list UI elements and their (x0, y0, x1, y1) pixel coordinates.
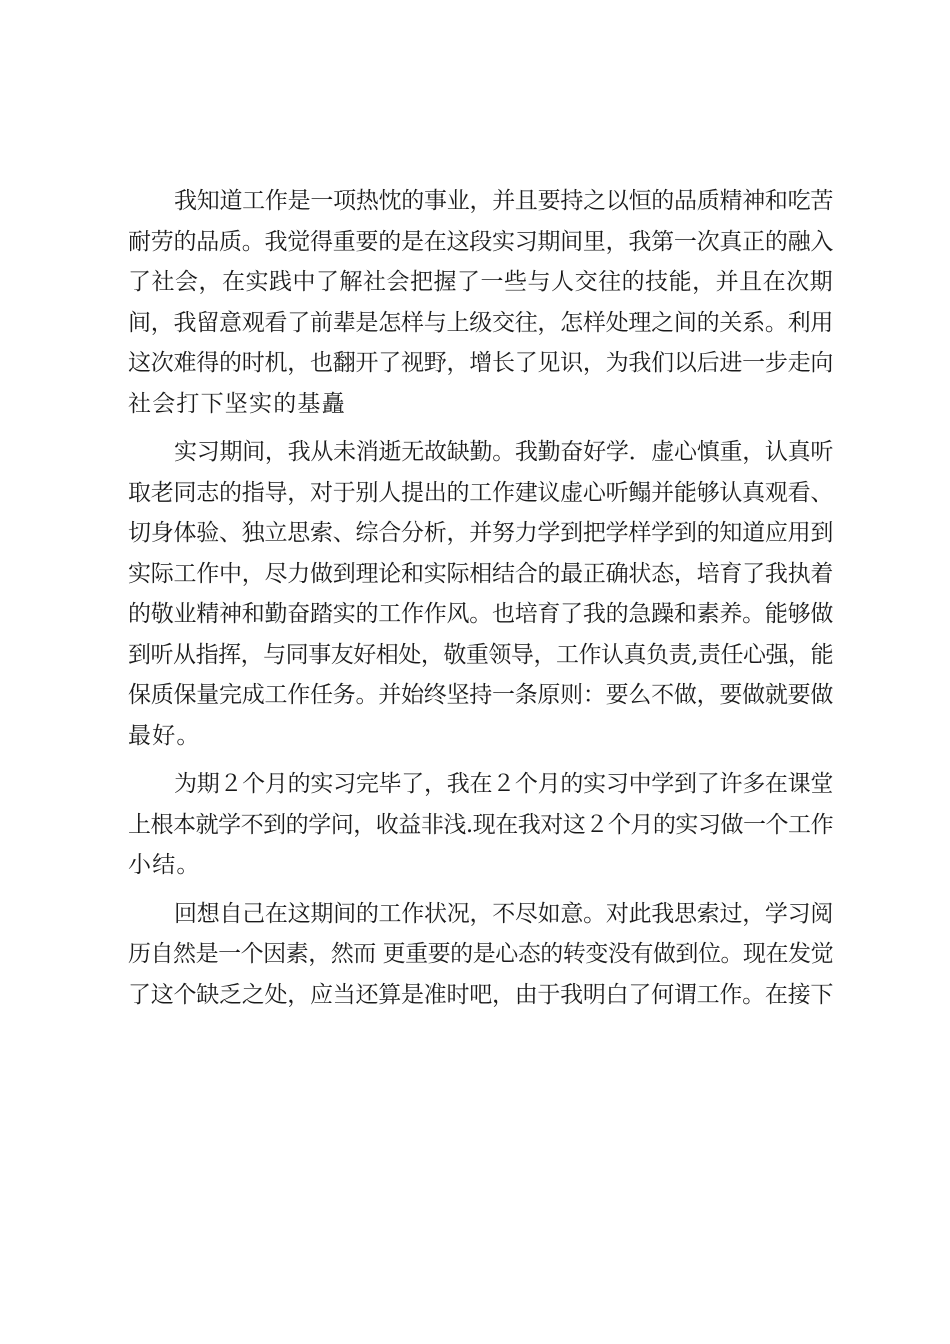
text-line: 这次难得的时机，也翻开了视野，增长了见识，为我们以后进一步走向 (128, 350, 833, 376)
document-body (128, 181, 833, 1015)
text-line: 实际工作中，尽力做到理论和实际相结合的最正确状态，培育了我执着 (128, 560, 833, 587)
text-line: 了社会，在实践中了解社会把握了一些与人交往的技能，并且在次期 (128, 269, 833, 295)
text-line: 为期２个月的实习完毕了，我在２个月的实习中学到了许多在课堂 (174, 771, 833, 797)
text-line: 保质保量完成工作任务。并始终坚持一条原则：要么不做，要做就要做 (128, 682, 833, 708)
paragraph-3 (128, 764, 833, 886)
text-line: 切身体验、独立思索、综合分析，并努力学到把学样学到的知道应用到 (128, 520, 833, 546)
paragraph-2 (128, 432, 833, 756)
paragraph-4 (128, 894, 833, 1016)
text-line: 耐劳的品质。我觉得重要的是在这段实习期间里，我第一次真正的融入 (128, 228, 833, 255)
text-line: 实习期间，我从未消逝无故缺勤。我勤奋好学．虚心慎重，认真听 (174, 439, 833, 465)
text-line: 间，我留意观看了前辈是怎样与上级交往，怎样处理之间的关系。利用 (128, 309, 833, 336)
text-line: 社会打下坚实的基矗 (128, 390, 346, 417)
text-line: 最好。 (128, 722, 201, 749)
text-line: 了这个缺乏之处，应当还算是准时吧，由于我明白了何谓工作。在接下 (128, 981, 833, 1008)
paragraph-1 (128, 181, 833, 424)
text-line: 回想自己在这期间的工作状况，不尽如意。对此我思索过，学习阅 (174, 900, 833, 927)
text-line: 取老同志的指导，对于别人提出的工作建议虚心听鳎并能够认真观看、 (128, 479, 833, 506)
text-line: 小结。 (128, 852, 201, 878)
text-line: 的敬业精神和勤奋踏实的工作作风。也培育了我的急躁和素养。能够做 (128, 601, 833, 627)
text-line: 历自然是一个因素，然而 更重要的是心态的转变没有做到位。现在发觉 (128, 941, 833, 967)
text-line: 上根本就学不到的学问，收益非浅.现在我对这２个月的实习做一个工作 (128, 811, 833, 838)
text-line: 我知道工作是一项热忱的事业，并且要持之以恒的品质精神和吃苦 (174, 188, 833, 214)
text-line: 到听从指挥，与同事友好相处，敬重领导，工作认真负责,责任心强，能 (128, 641, 833, 668)
